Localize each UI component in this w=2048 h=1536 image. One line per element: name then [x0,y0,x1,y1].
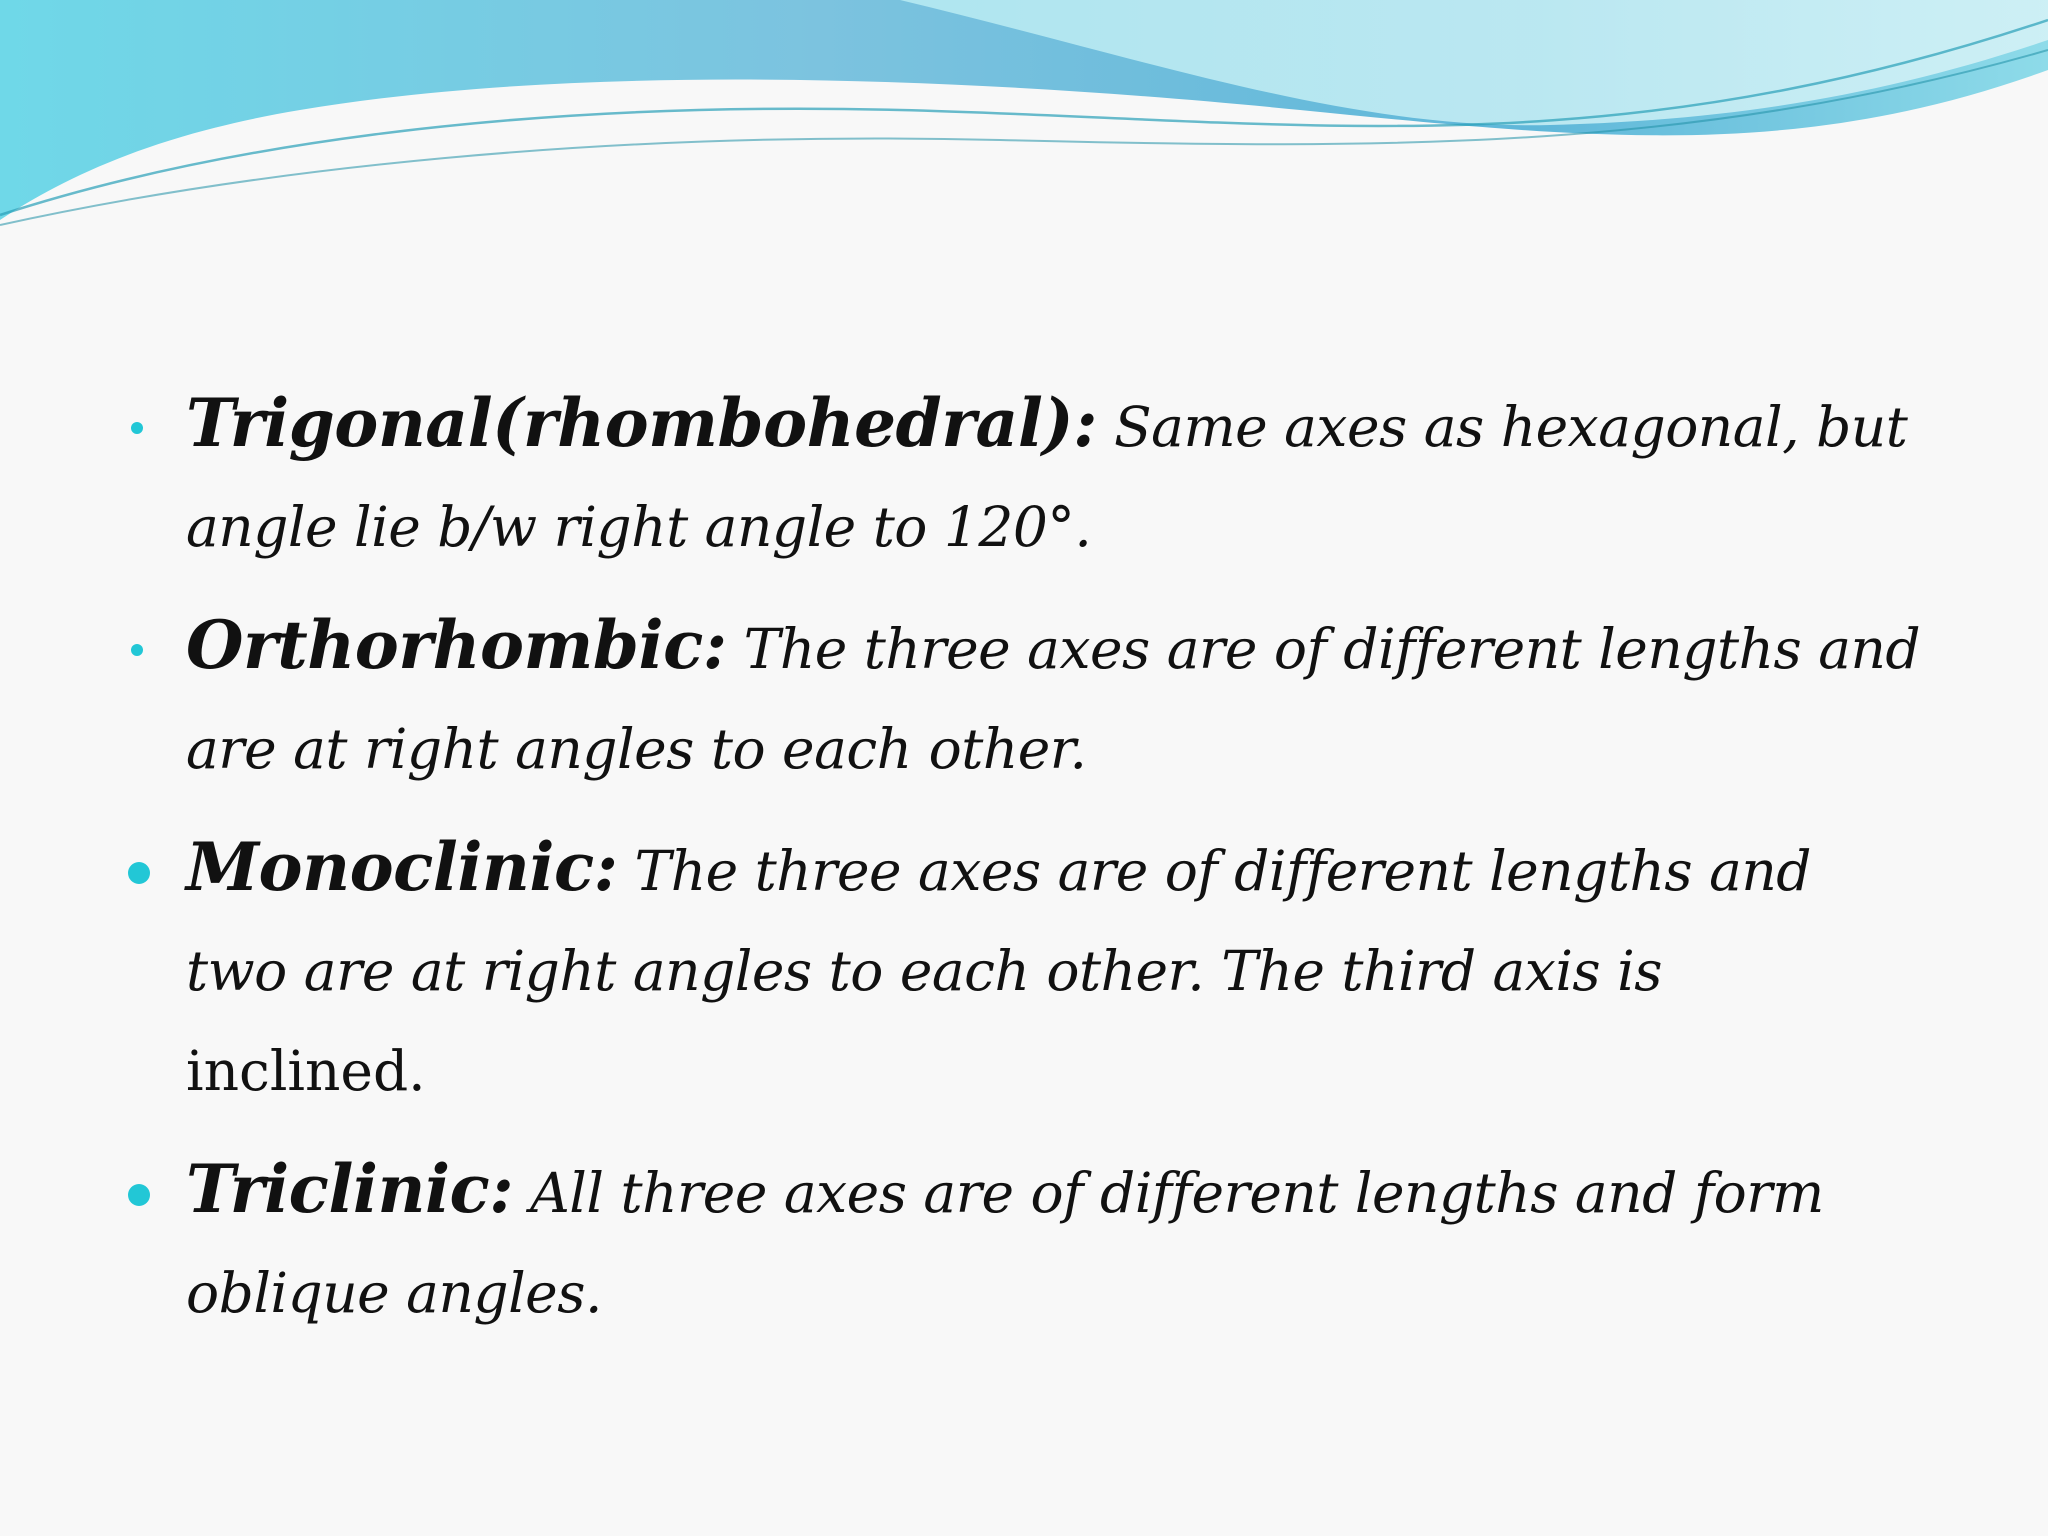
list-item [128,824,1928,1128]
desc-trigonal: Same axes as hexagonal, but angle lie b/w right angle to 120°. [186,395,1908,559]
header-wave-decoration [0,0,2048,240]
bullet-list [128,380,1928,1368]
term-trigonal: Trigonal(rhombohedral): [186,384,1097,462]
list-item [128,602,1928,806]
desc-monoclinic-end: inclined. [186,1039,426,1103]
bullet-dot-icon [131,644,143,656]
desc-monoclinic: The three axes are of different lengths and two are at right angles to each other. The third axis is [186,839,1812,1003]
list-item [128,380,1928,584]
term-monoclinic: Monoclinic: [186,828,618,906]
bullet-dot-icon [131,422,143,434]
list-item [128,1146,1928,1350]
desc-orthorhombic: The three axes are of different lengths and are at right angles to each other. [186,617,1921,781]
desc-triclinic: All three axes are of different lengths and form oblique angles. [186,1161,1824,1325]
term-triclinic: Triclinic: [186,1150,514,1228]
bullet-dot-icon [128,862,150,884]
bullet-dot-icon [128,1184,150,1206]
term-orthorhombic: Orthorhombic: [186,606,727,684]
